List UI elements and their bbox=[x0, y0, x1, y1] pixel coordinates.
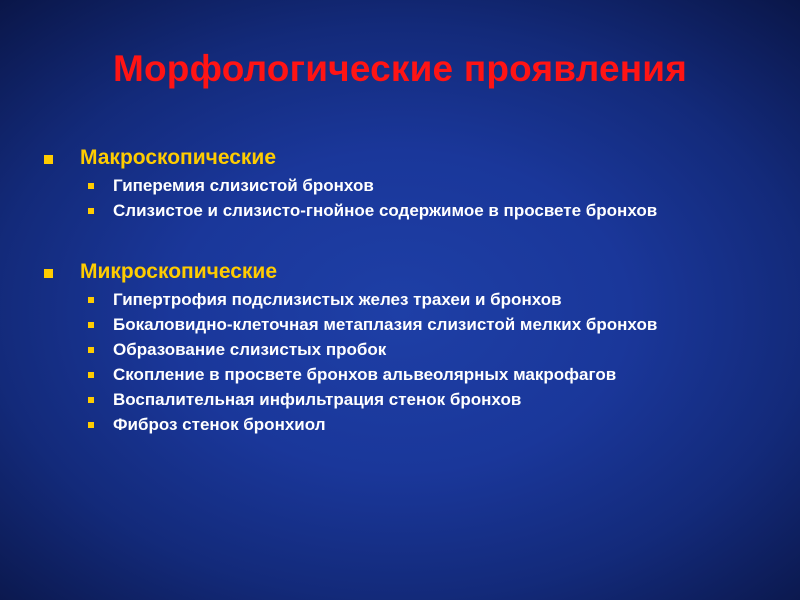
list-item-text: Скопление в просвете бронхов альвеолярных макрофагов bbox=[113, 365, 617, 384]
list-item bbox=[44, 415, 764, 435]
square-bullet-icon bbox=[88, 372, 94, 378]
list-item bbox=[44, 201, 764, 221]
square-bullet-icon bbox=[44, 155, 53, 164]
slide-title: Морфологические проявления bbox=[112, 48, 688, 89]
list-item-text: Слизистое и слизисто-гнойное содержимое в просвете бронхов bbox=[113, 201, 658, 220]
list-item bbox=[44, 315, 764, 335]
list-item bbox=[44, 340, 764, 360]
square-bullet-icon bbox=[88, 208, 94, 214]
square-bullet-icon bbox=[88, 347, 94, 353]
section-heading bbox=[44, 258, 764, 290]
section-heading-text: Микроскопические bbox=[80, 260, 277, 283]
section-macroscopic bbox=[44, 144, 764, 226]
list-item bbox=[44, 390, 764, 410]
section-heading bbox=[44, 144, 764, 176]
square-bullet-icon bbox=[88, 183, 94, 189]
list-item-text: Образование слизистых пробок bbox=[113, 340, 387, 359]
bullet-list bbox=[44, 290, 764, 435]
square-bullet-icon bbox=[88, 422, 94, 428]
section-heading-text: Макроскопические bbox=[80, 146, 277, 169]
list-item bbox=[44, 176, 764, 196]
list-item-text: Гиперемия слизистой бронхов bbox=[113, 176, 374, 195]
section-microscopic bbox=[44, 258, 764, 440]
square-bullet-icon bbox=[44, 269, 53, 278]
square-bullet-icon bbox=[88, 322, 94, 328]
bullet-list bbox=[44, 176, 764, 221]
list-item bbox=[44, 365, 764, 385]
list-item-text: Бокаловидно-клеточная метаплазия слизистой мелких бронхов bbox=[113, 315, 658, 334]
list-item-text: Фиброз стенок бронхиол bbox=[113, 415, 326, 434]
square-bullet-icon bbox=[88, 297, 94, 303]
list-item-text: Воспалительная инфильтрация стенок бронхов bbox=[113, 390, 522, 409]
list-item bbox=[44, 290, 764, 310]
list-item-text: Гипертрофия подслизистых желез трахеи и бронхов bbox=[113, 290, 562, 309]
square-bullet-icon bbox=[88, 397, 94, 403]
